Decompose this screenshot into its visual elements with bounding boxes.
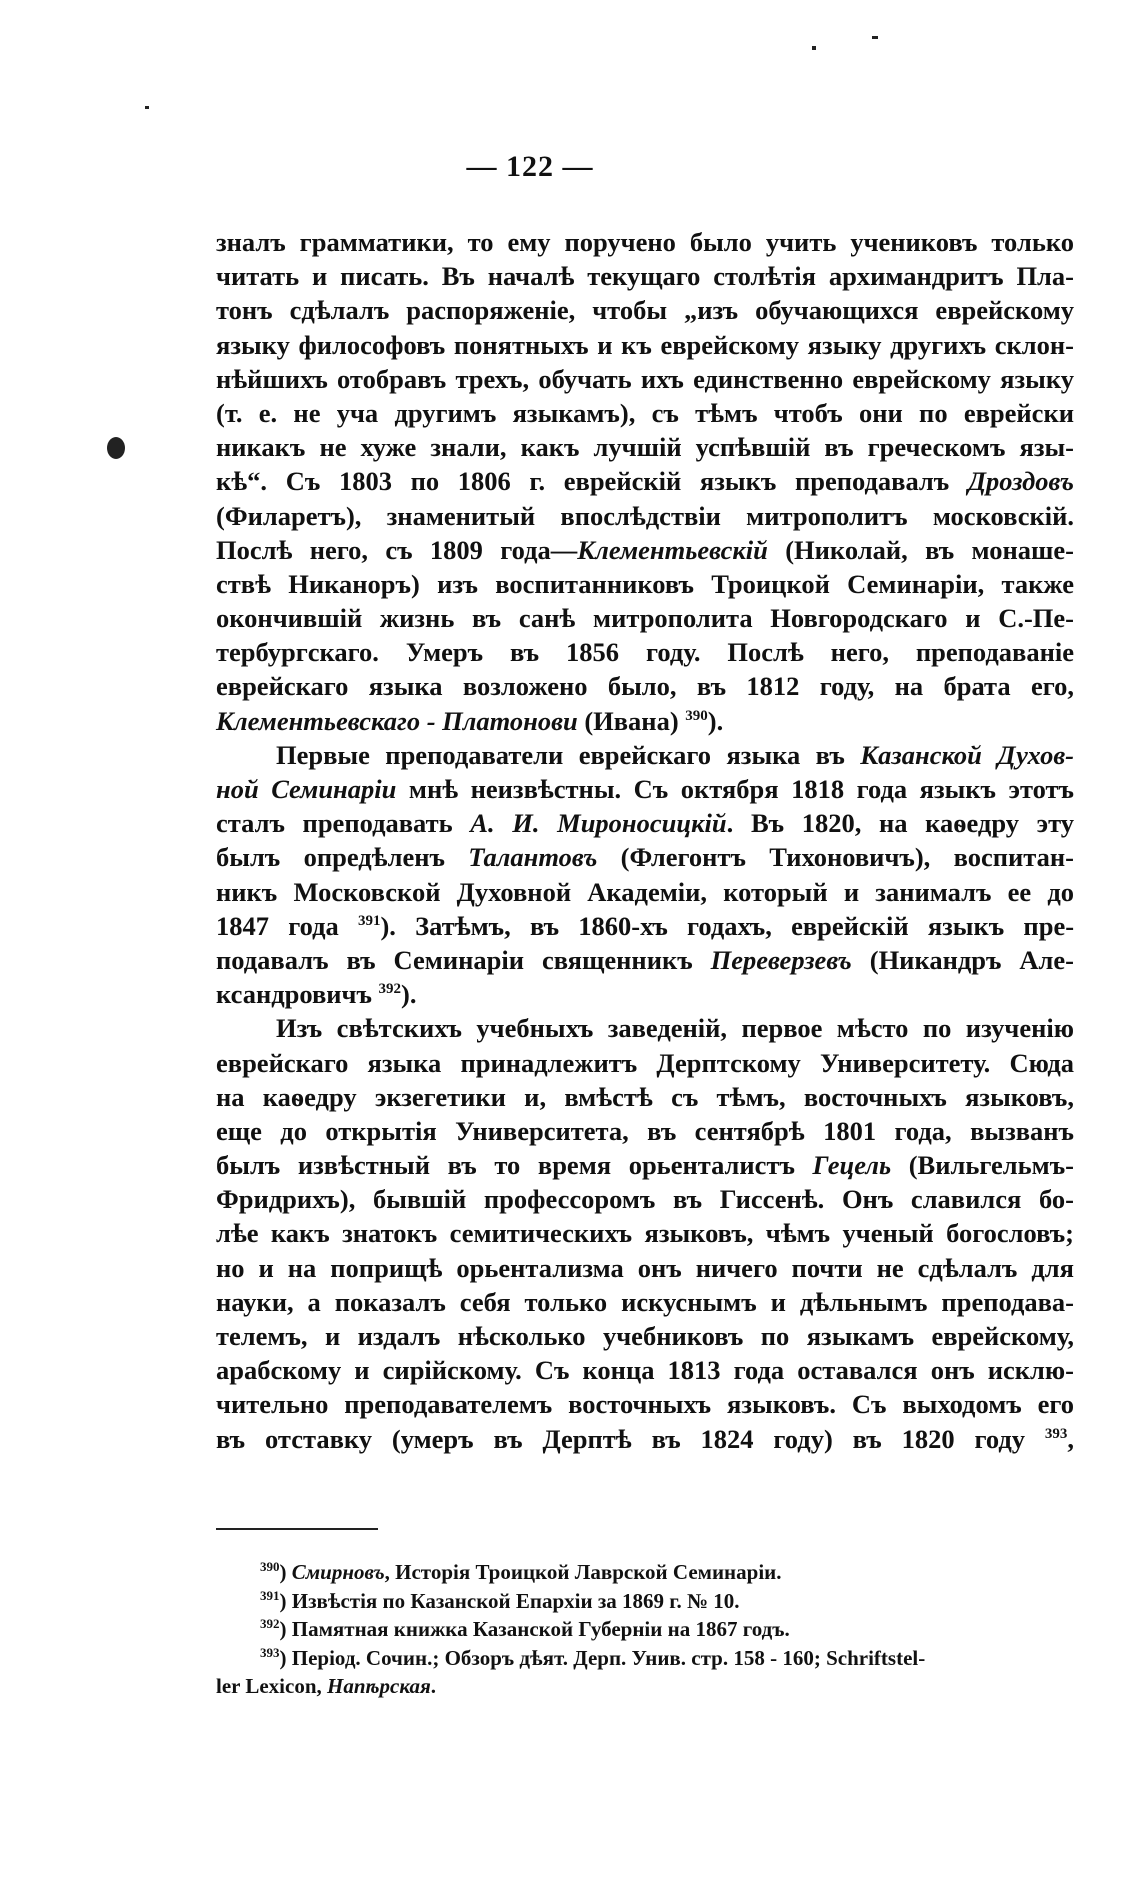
text-span: (Ивана) xyxy=(584,705,679,736)
footnote-number: 391 xyxy=(260,1587,280,1603)
italic-name: Гецель xyxy=(812,1150,892,1181)
page-number: — 122 — xyxy=(466,150,594,183)
text-line xyxy=(216,840,1074,874)
footnote-text: . xyxy=(430,1674,437,1699)
footnote-ref: 390 xyxy=(685,707,708,724)
footnote-continuation xyxy=(216,1672,1074,1701)
text-line: но и на поприщѣ орьентализма онъ ничего почти не сдѣлалъ для xyxy=(216,1252,1074,1283)
scan-speck xyxy=(812,46,816,50)
footnotes xyxy=(216,1558,1074,1701)
text-line xyxy=(216,738,1074,772)
text-line: никъ Московской Духовной Академіи, который и занималъ ее до xyxy=(216,876,1074,907)
italic-name: А. И. Мироносицкій xyxy=(470,808,727,839)
text-line: еврейскаго языка возложено было, въ 1812 году, на брата его, xyxy=(216,671,1074,702)
footnote: $^{390}$) Смирновъ, Исторія Троицкой Лаврской Семинаріи. xyxy=(260,1559,782,1584)
text-line: читать и писать. Въ началѣ текущаго столѣтія архимандритъ Пла- xyxy=(216,261,1074,292)
text-line xyxy=(216,1148,1074,1182)
footnote: $^{391}$) Извѣстія по Казанской Епархіи за 1869 г. № 10. xyxy=(260,1587,740,1613)
text-span: ). xyxy=(401,979,417,1010)
footnote-text: ler Lexicon, xyxy=(216,1674,328,1699)
text-span: Первые преподаватели еврейскаго языка въ xyxy=(276,739,845,770)
italic-name: Казанской Духов- xyxy=(860,739,1074,770)
footnote-text: , Исторія Троицкой Лаврской Семинаріи. xyxy=(384,1560,782,1584)
text-span: сталъ преподавать xyxy=(216,808,453,839)
footnote-number: 393 xyxy=(260,1644,280,1660)
footnote-text: Памятная книжка Казанской Губерніи на 1867 годъ. xyxy=(291,1617,790,1642)
margin-dot xyxy=(107,437,125,459)
text-line: языку философовъ понятныхъ и къ еврейскому языку другихъ склон- xyxy=(216,329,1074,360)
italic-name: Переверзевъ xyxy=(710,944,852,975)
footnote-author: Напѣрская xyxy=(327,1674,431,1699)
footnote-ref: 392 xyxy=(378,981,402,998)
text-line xyxy=(216,533,1074,567)
text-span: (Вильгельмъ- xyxy=(908,1150,1075,1181)
text-line: чительно преподавателемъ восточныхъ языковъ. Съ выходомъ его xyxy=(216,1389,1074,1420)
italic-name: Дроздовъ xyxy=(967,466,1074,497)
text-span: кѣ“. Съ 1803 по 1806 г. еврейскій языкъ преподавалъ xyxy=(216,466,950,497)
text-line: тонъ сдѣлалъ распоряженіе, чтобы „изъ обучающихся еврейскому xyxy=(216,295,1074,326)
text-span: подавалъ въ Семинаріи священникъ xyxy=(216,944,693,975)
text-line xyxy=(216,943,1074,977)
text-line xyxy=(216,772,1074,806)
text-span: (Никандръ Але- xyxy=(869,944,1074,975)
text-line: Клементьевскаго - Платонови (Ивана) $^{390}$). xyxy=(216,705,724,736)
text-line xyxy=(216,909,1074,943)
text-line: Фридрихъ), бывшій профессоромъ въ Гиссенѣ. Онъ славился бо- xyxy=(216,1184,1074,1215)
text-line: науки, а показалъ себя только искуснымъ и дѣльнымъ преподава- xyxy=(216,1286,1074,1317)
text-span: въ отставку (умеръ въ Дерптѣ въ 1824 году) въ 1820 году xyxy=(216,1423,1025,1454)
footnote: $^{392}$) Памятная книжка Казанской Губерніи на 1867 годъ. xyxy=(260,1616,790,1642)
text-span: 1847 года xyxy=(216,910,339,941)
text-line: зналъ грамматики, то ему поручено было учить учениковъ только xyxy=(216,227,1074,257)
text-line: нѣйшихъ отобравъ трехъ, обучать ихъ единственно еврейскому языку xyxy=(216,363,1074,394)
italic-name: Клементьевскій xyxy=(577,534,768,565)
main-text xyxy=(216,225,1074,1456)
italic-name: Талантовъ xyxy=(468,842,598,873)
footnote-author: Смирновъ xyxy=(291,1560,385,1584)
text-line: арабскому и сирійскому. Съ конца 1813 года оставался онъ исклю- xyxy=(216,1355,1074,1386)
footnote-text: Період. Сочин.; Обзоръ дѣят. Дерп. Унив. стр. 158 - 160; Schriftstel- xyxy=(291,1645,926,1670)
text-span: ). Затѣмъ, въ 1860-хъ годахъ, еврейскій языкъ пре- xyxy=(380,910,1075,941)
text-line: тербургскаго. Умеръ въ 1856 году. Послѣ него, преподаваніе xyxy=(216,637,1074,668)
footnote-ref: 391 xyxy=(357,912,381,929)
footnote-number: 392 xyxy=(260,1616,280,1632)
text-line: лѣе какъ знатокъ семитическихъ языковъ, чѣмъ ученый богословъ; xyxy=(216,1218,1074,1249)
text-span: былъ извѣстный въ то время орьенталистъ xyxy=(216,1150,795,1181)
text-span: . Въ 1820, на каѳедру эту xyxy=(726,808,1074,839)
scan-speck xyxy=(145,106,149,109)
text-span: мнѣ неизвѣстны. Съ октября 1818 года языкъ этотъ xyxy=(408,774,1074,804)
text-span: , xyxy=(1067,1423,1074,1454)
scan-speck xyxy=(872,36,878,39)
text-span: (Николай, въ монаше- xyxy=(767,534,1074,565)
text-line: (Филаретъ), знаменитый впослѣдствіи митрополитъ московскій. xyxy=(216,500,1074,531)
footnote-ref: 393 xyxy=(1044,1425,1068,1442)
italic-name: Клементьевскаго - Платонови xyxy=(216,705,578,736)
text-line xyxy=(216,1422,1074,1456)
text-line: еврейскаго языка принадлежитъ Дерптскому Университету. Сюда xyxy=(216,1047,1074,1078)
text-line xyxy=(216,806,1074,840)
text-line: (т. е. не уча другимъ языкамъ), съ тѣмъ чтобъ они по еврейски xyxy=(216,397,1074,428)
text-line: окончившій жизнь въ санѣ митрополита Новгородскаго и С.-Пе- xyxy=(216,603,1074,634)
footnote: $^{393}$) Період. Сочин.; Обзоръ дѣят. Дерп. Унив. стр. 158 - 160; Schriftstel- xyxy=(260,1644,926,1670)
text-span: (Флегонтъ Тихоновичъ), воспитан- xyxy=(620,842,1074,873)
text-line: на каѳедру экзегетики и, вмѣстѣ съ тѣмъ, восточныхъ языковъ, xyxy=(216,1081,1074,1112)
footnote-divider xyxy=(216,1528,378,1530)
text-line xyxy=(216,464,1074,498)
footnote-text: Извѣстія по Казанской Епархіи за 1869 г. № 10. xyxy=(291,1588,740,1613)
text-line xyxy=(216,977,1074,1011)
text-span: былъ опредѣленъ xyxy=(216,842,445,873)
text-span: ксандровичъ xyxy=(216,979,372,1010)
text-span: Послѣ него, съ 1809 года— xyxy=(216,534,578,565)
text-line: ствѣ Никаноръ) изъ воспитанниковъ Троицкой Семинаріи, также xyxy=(216,568,1074,599)
text-line: телемъ, и издалъ нѣсколько учебниковъ по языкамъ еврейскому, xyxy=(216,1321,1074,1351)
footnote-number: 390 xyxy=(260,1559,280,1574)
text-line: еще до открытія Университета, въ сентябрѣ 1801 года, вызванъ xyxy=(216,1115,1074,1146)
text-line: никакъ не хуже знали, какъ лучшій успѣвшій въ греческомъ язы- xyxy=(216,432,1074,463)
text-line: Изъ свѣтскихъ учебныхъ заведеній, первое мѣсто по изученію xyxy=(276,1013,1074,1044)
italic-name: ной Семинаріи xyxy=(216,774,397,804)
